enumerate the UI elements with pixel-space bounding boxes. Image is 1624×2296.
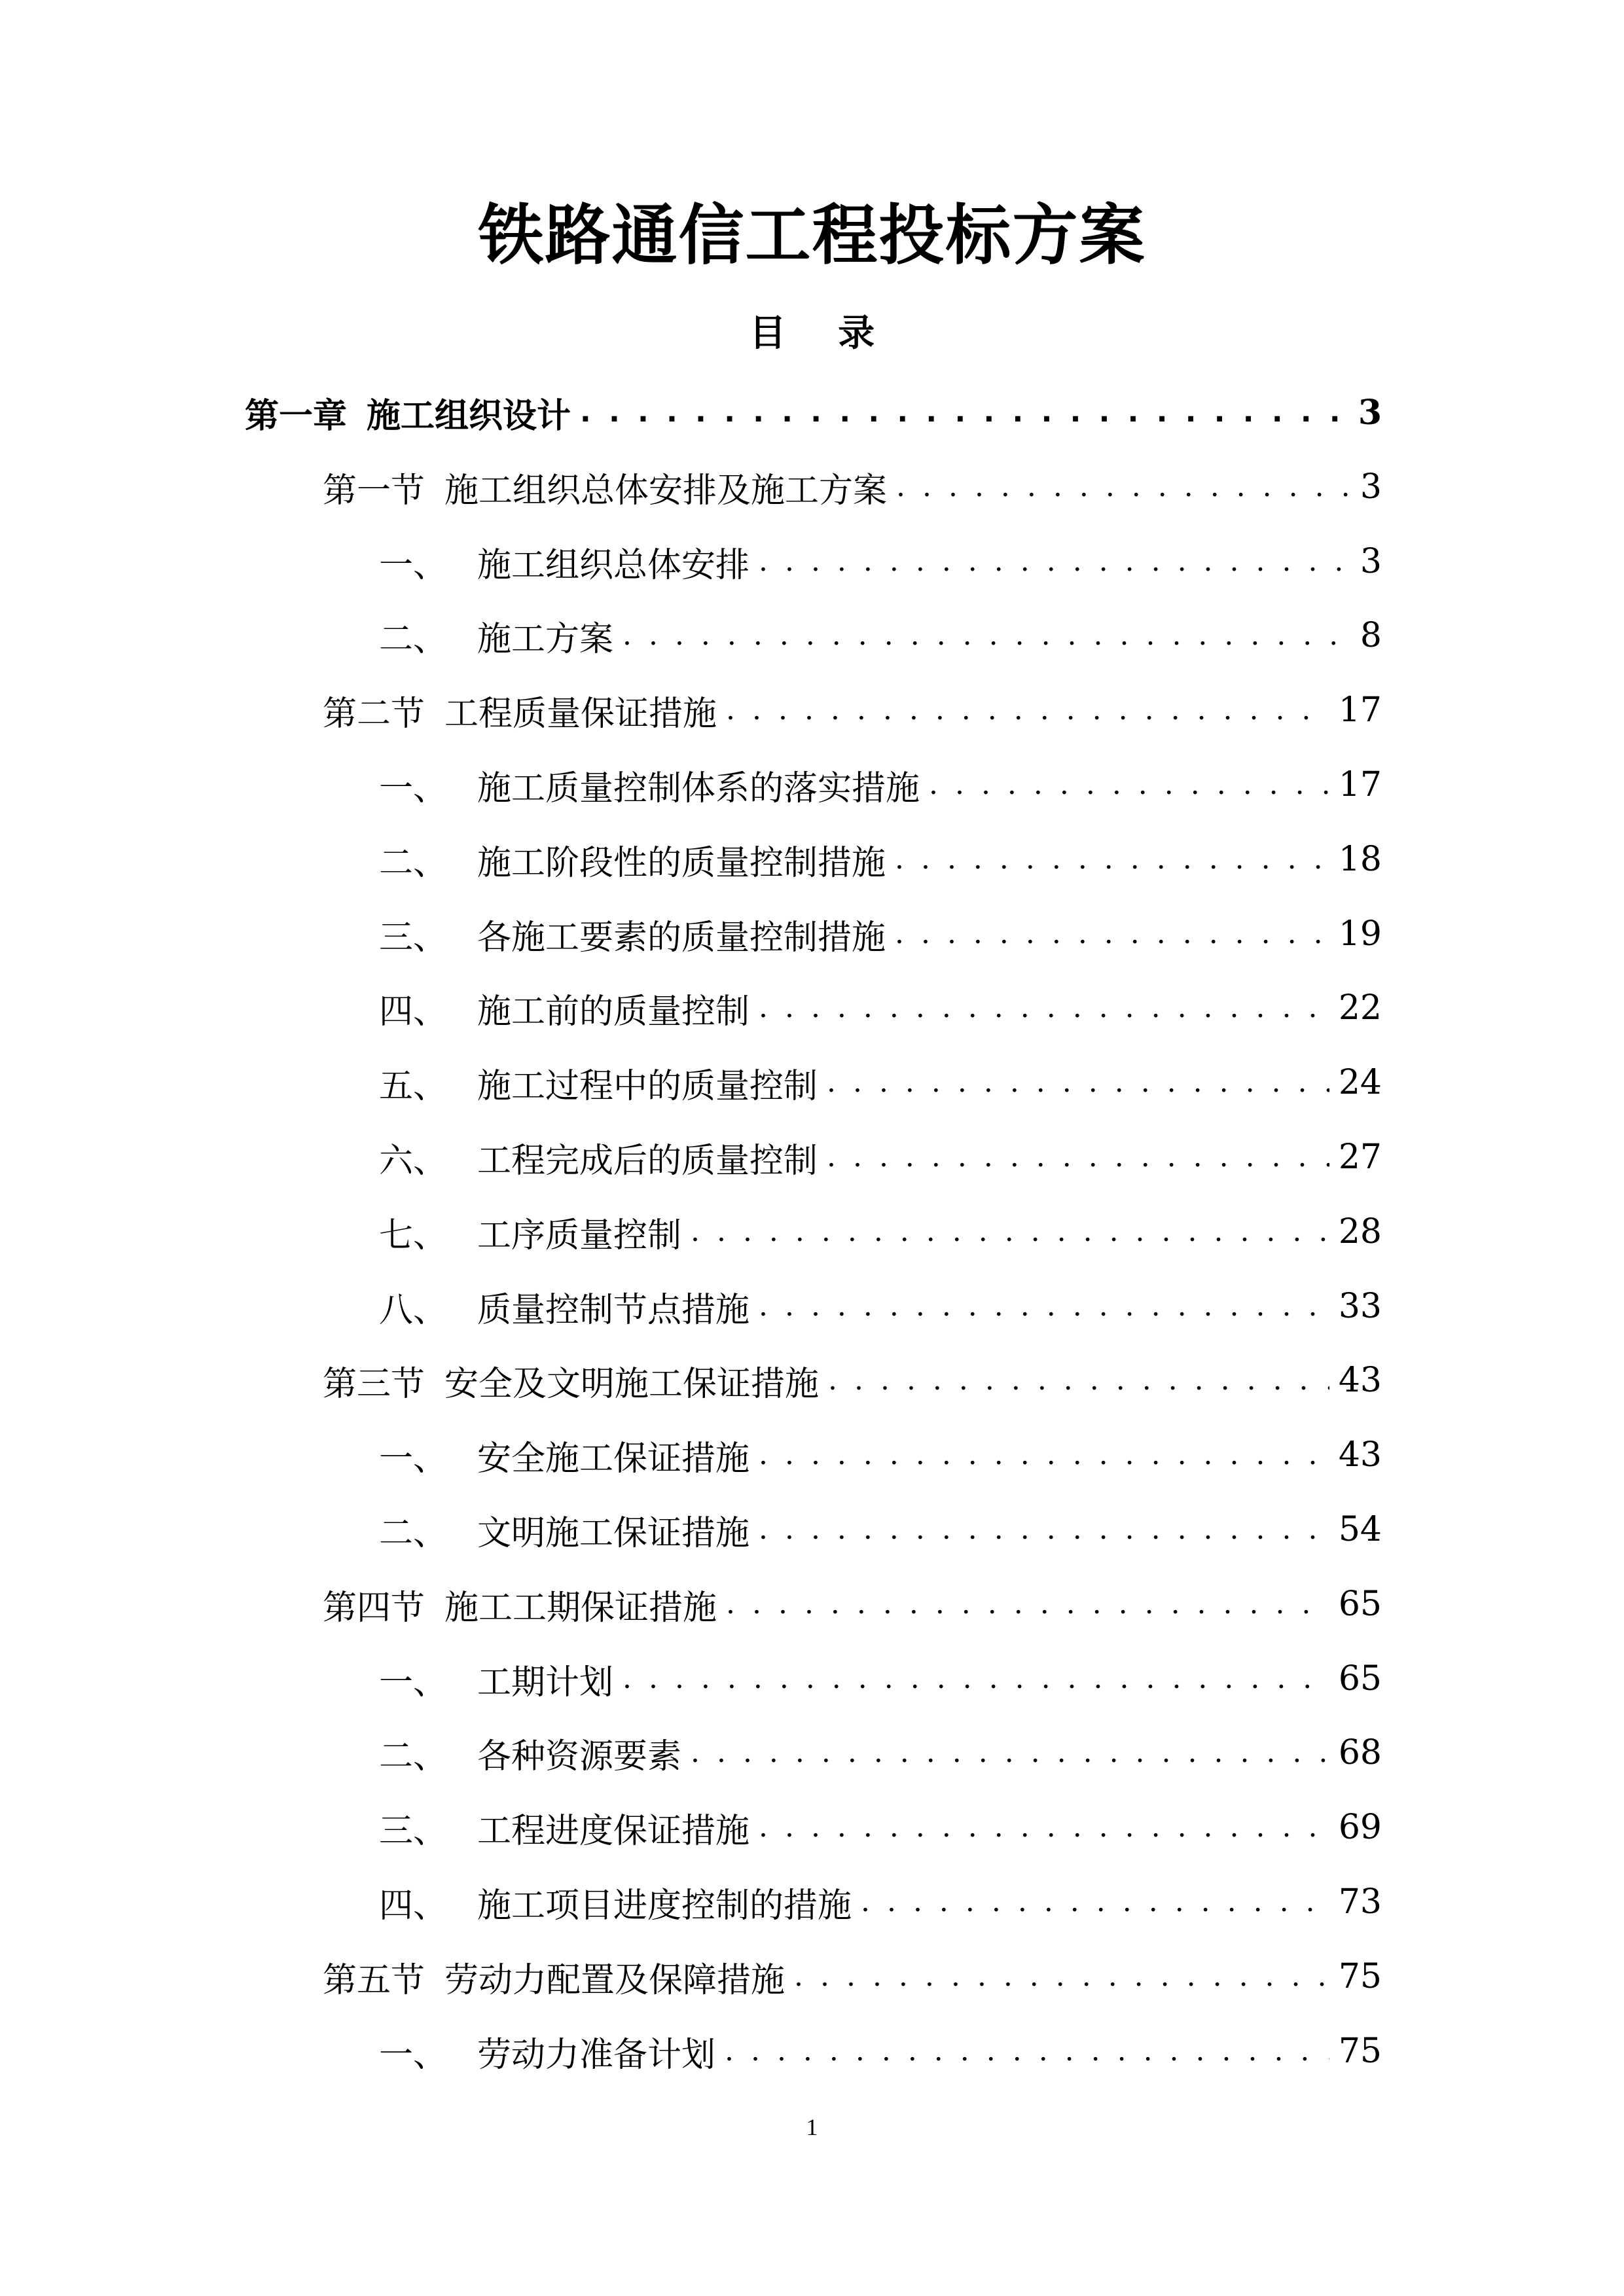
toc-dot-leader (861, 1876, 1329, 1928)
toc-entry-label: 施工工期保证措施 (444, 1588, 717, 1628)
toc-dot-leader (580, 386, 1349, 439)
toc-entry-number: 三、 (379, 1811, 448, 1851)
toc-entry-page: 54 (1338, 1510, 1382, 1549)
toc-entry-number: 一、 (379, 1439, 448, 1479)
toc-entry-number: 第五节 (323, 1960, 425, 2000)
toc-entry-number: 第一章 (245, 396, 348, 436)
toc-entry[interactable] (323, 1354, 1382, 1407)
toc-entry-page: 24 (1338, 1063, 1382, 1102)
toc-entry-page: 18 (1338, 840, 1382, 879)
toc-entry-label: 施工质量控制体系的落实措施 (477, 768, 920, 808)
toc-entry[interactable] (379, 535, 1382, 588)
toc-entry[interactable] (379, 982, 1382, 1034)
toc-entry-page: 17 (1338, 691, 1382, 730)
toc-entry-number: 一、 (379, 545, 448, 585)
toc-entry-page: 43 (1338, 1361, 1382, 1400)
toc-dot-leader (691, 1206, 1329, 1258)
toc-entry[interactable] (379, 609, 1382, 662)
toc-entry[interactable] (245, 386, 1382, 439)
toc-dot-leader (827, 1056, 1329, 1109)
toc-entry-label: 文明施工保证措施 (477, 1513, 750, 1553)
toc-entry-page: 8 (1360, 616, 1382, 655)
toc-dot-leader (759, 535, 1351, 588)
toc-entry-page: 22 (1338, 988, 1382, 1028)
toc-entry-number: 第三节 (323, 1364, 425, 1404)
toc-entry-number: 二、 (379, 1513, 448, 1553)
toc-entry-page: 69 (1338, 1808, 1382, 1847)
toc-entry-number: 七、 (379, 1215, 448, 1255)
page-number: 1 (806, 2114, 818, 2140)
toc-entry[interactable] (379, 2025, 1382, 2077)
toc-entry-label: 施工组织总体安排及施工方案 (444, 471, 888, 511)
toc-entry-number: 六、 (379, 1141, 448, 1181)
toc-entry-page: 28 (1338, 1212, 1382, 1251)
toc-entry-page: 27 (1338, 1138, 1382, 1177)
toc-entry-number: 一、 (379, 1662, 448, 1702)
toc-entry-label: 工程进度保证措施 (477, 1811, 750, 1851)
toc-entry-number: 三、 (379, 918, 448, 958)
toc-heading: 目 录 (749, 312, 895, 355)
toc-dot-leader (828, 1354, 1329, 1407)
toc-entry-number: 四、 (379, 1886, 448, 1926)
toc-entry-page: 68 (1338, 1733, 1382, 1772)
toc-entry-page: 75 (1338, 2032, 1382, 2071)
toc-entry[interactable] (379, 1727, 1382, 1779)
toc-entry-label: 各种资源要素 (477, 1736, 682, 1776)
toc-entry[interactable] (379, 1131, 1382, 1183)
toc-dot-leader (691, 1727, 1329, 1779)
toc-entry-label: 工程完成后的质量控制 (477, 1141, 818, 1181)
toc-dot-leader (929, 759, 1329, 811)
document-title: 铁路通信工程投标方案 (478, 197, 1146, 274)
toc-dot-leader (759, 982, 1329, 1034)
toc-entry-number: 二、 (379, 1736, 448, 1776)
toc-entry-page: 75 (1338, 1957, 1382, 1996)
toc-dot-leader (895, 908, 1329, 960)
toc-entry[interactable] (379, 1876, 1382, 1928)
toc-entry-label: 施工方案 (477, 619, 614, 659)
toc-entry-label: 安全及文明施工保证措施 (444, 1364, 820, 1404)
toc-entry-page: 43 (1338, 1435, 1382, 1475)
toc-entry-label: 工程质量保证措施 (444, 694, 717, 734)
toc-entry[interactable] (323, 1578, 1382, 1630)
toc-dot-leader (623, 1653, 1329, 1705)
toc-entry-label: 工期计划 (477, 1662, 614, 1702)
toc-dot-leader (726, 684, 1329, 736)
toc-dot-leader (759, 1280, 1329, 1333)
toc-dot-leader (759, 1429, 1329, 1481)
toc-entry-label: 劳动力配置及保障措施 (444, 1960, 785, 2000)
toc-entry[interactable] (379, 833, 1382, 886)
toc-entry-page: 73 (1338, 1882, 1382, 1922)
toc-entry[interactable] (379, 1503, 1382, 1556)
toc-dot-leader (725, 2025, 1329, 2077)
toc-entry-page: 3 (1360, 542, 1382, 581)
toc-entry-label: 质量控制节点措施 (477, 1290, 750, 1330)
toc-entry-number: 五、 (379, 1066, 448, 1106)
toc-dot-leader (623, 609, 1351, 662)
toc-entry-label: 施工组织总体安排 (477, 545, 750, 585)
toc-entry-label: 施工前的质量控制 (477, 992, 750, 1031)
toc-dot-leader (827, 1131, 1329, 1183)
toc-entry-number: 二、 (379, 619, 448, 659)
toc-dot-leader (726, 1578, 1329, 1630)
toc-entry-page: 65 (1338, 1585, 1382, 1624)
toc-entry-number: 一、 (379, 2035, 448, 2075)
toc-entry-label: 施工组织设计 (367, 396, 571, 436)
toc-entry-number: 第一节 (323, 471, 425, 511)
toc-entry-page: 65 (1338, 1659, 1382, 1698)
toc-entry[interactable] (379, 1429, 1382, 1481)
toc-dot-leader (896, 461, 1351, 513)
toc-entry-number: 八、 (379, 1290, 448, 1330)
toc-entry[interactable] (379, 1653, 1382, 1705)
toc-dot-leader (794, 1950, 1329, 2003)
toc-entry-page: 17 (1338, 765, 1382, 804)
toc-entry-label: 各施工要素的质量控制措施 (477, 918, 886, 958)
toc-entry-label: 安全施工保证措施 (477, 1439, 750, 1479)
toc-dot-leader (759, 1801, 1329, 1854)
toc-entry[interactable] (323, 461, 1382, 513)
toc-dot-leader (895, 833, 1329, 886)
toc-entry[interactable] (379, 908, 1382, 960)
toc-entry-label: 劳动力准备计划 (477, 2035, 716, 2075)
toc-entry-label: 工序质量控制 (477, 1215, 682, 1255)
toc-entry[interactable] (323, 1950, 1382, 2003)
toc-entry-number: 四、 (379, 992, 448, 1031)
toc-entry-number: 二、 (379, 843, 448, 883)
toc-entry-page: 19 (1338, 914, 1382, 954)
toc-entry[interactable] (323, 684, 1382, 736)
toc-entry[interactable] (379, 1280, 1382, 1333)
toc-entry[interactable] (379, 759, 1382, 811)
toc-entry-number: 第四节 (323, 1588, 425, 1628)
toc-entry[interactable] (379, 1801, 1382, 1854)
toc-entry-page: 33 (1338, 1287, 1382, 1326)
toc-entry[interactable] (379, 1206, 1382, 1258)
toc-entry[interactable] (379, 1056, 1382, 1109)
toc-entry-number: 第二节 (323, 694, 425, 734)
toc-entry-label: 施工项目进度控制的措施 (477, 1886, 852, 1926)
toc-entry-label: 施工过程中的质量控制 (477, 1066, 818, 1106)
toc-entry-page: 3 (1358, 392, 1382, 433)
toc-entry-label: 施工阶段性的质量控制措施 (477, 843, 886, 883)
toc-entry-page: 3 (1360, 467, 1382, 507)
toc-entry-number: 一、 (379, 768, 448, 808)
toc-dot-leader (759, 1503, 1329, 1556)
